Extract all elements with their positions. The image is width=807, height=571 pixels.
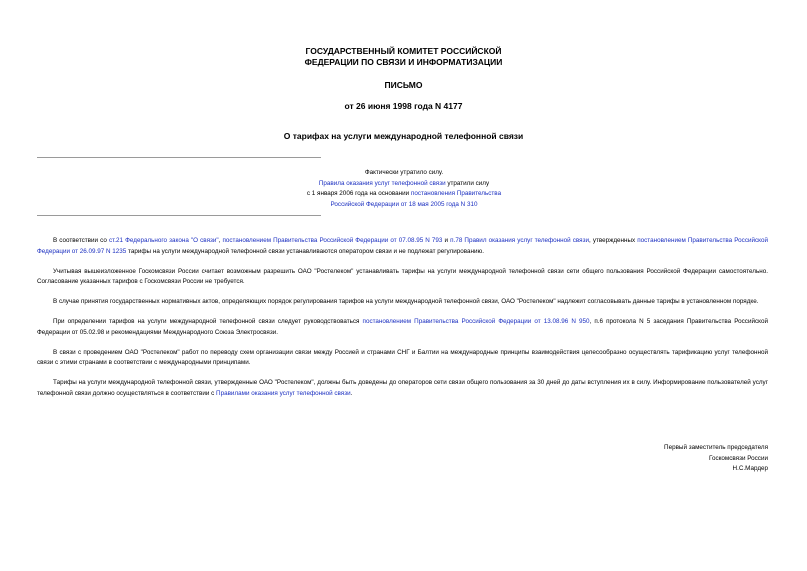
- paragraph-text: , п.6 протокола N 5 заседания Правительства Российской Федерации от 05.02.98 и рекомендациями Международного Союза Электросвязи.: [37, 318, 768, 336]
- link-rules[interactable]: Правил оказания услуг телефонной связи: [464, 237, 589, 244]
- note-text: с 1 января 2006 года на основании: [306, 190, 411, 198]
- paragraph-1: [37, 236, 768, 257]
- link-resolution-1235[interactable]: постановлением Правительства Российской Федерации от 26.09.97 N 1235: [37, 237, 768, 255]
- link-law-article[interactable]: ст.21 Федерального закона "О связи": [108, 237, 219, 244]
- signatory-organization: Госкомсвязи России: [708, 454, 768, 462]
- note-link-resolution[interactable]: постановления Правительства: [410, 190, 502, 198]
- paragraph-text: , утвержденных: [588, 237, 638, 244]
- note-link-resolution-date[interactable]: Российской Федерации от 18 мая 2005 года N 310: [330, 200, 478, 208]
- signatory-name: Н.С.Мардер: [732, 465, 768, 473]
- status-note-line-1: Фактически утратило силу.: [364, 169, 444, 176]
- paragraph-text: и: [442, 237, 451, 244]
- document-body: [37, 236, 768, 409]
- paragraph-text: .: [350, 389, 353, 397]
- note-link-rules[interactable]: Правила оказания услуг телефонной связи: [318, 179, 446, 187]
- paragraph-4: [37, 317, 768, 338]
- signatory-position: Первый заместитель председателя: [664, 444, 768, 451]
- signature-block: [664, 443, 768, 475]
- paragraph-3: В случае принятия государственных нормативных актов, определяющих порядок регулирования тарифов на услуги международной телефонной связи, ОАО "Ростелеком" надлежит согласовывать данные тарифы в установленном порядке.: [53, 298, 759, 305]
- org-line-1: ГОСУДАРСТВЕННЫЙ КОМИТЕТ РОССИЙСКОЙ: [305, 46, 502, 56]
- link-rules-services[interactable]: Правилами оказания услуг телефонной связи: [216, 389, 351, 397]
- link-item-78[interactable]: п.78: [450, 237, 463, 244]
- paragraph-2: Учитывая вышеизложенное Госкомсвязи России считает возможным разрешить ОАО "Ростелеком" устанавливать тарифы на услуги международной телефонной связи сети общего пользования Российской Федерации самостоятельно. Согласование указанных тарифов с Госкомсвязи России не требуется.: [37, 267, 768, 285]
- paragraph-text: тарифы на услуги международной телефонной связи устанавливаются оператором связи и не подлежат регулированию.: [126, 247, 484, 255]
- status-note-line-2: [254, 179, 554, 190]
- link-resolution-950[interactable]: постановлением Правительства Российской Федерации от 13.08.96 N 950: [362, 318, 590, 325]
- note-text: утратили силу: [445, 179, 490, 187]
- paragraph-text: ,: [218, 237, 223, 244]
- paragraph-text: При определении тарифов на услуги международной телефонной связи следует руководствоваться: [53, 318, 363, 325]
- document-title: О тарифах на услуги международной телефонной связи: [283, 131, 524, 141]
- issuing-organization: [0, 46, 807, 68]
- status-note-line-4: [254, 200, 554, 211]
- status-note-line-3: [254, 189, 554, 200]
- status-note: [254, 168, 554, 210]
- document-date: от 26 июня 1998 года N 4177: [344, 101, 463, 111]
- document-type: ПИСЬМО: [384, 80, 423, 90]
- paragraph-text: Тарифы на услуги международной телефонной связи, утвержденные ОАО "Ростелеком", должны быть доведены до операторов сети связи общего пользования за 30 дней до даты вступления их в силу. Информирование пользователей услуг телефонной связи должно осуществляться в соответствии с: [37, 379, 768, 397]
- paragraph-6: [37, 378, 768, 399]
- org-line-2: ФЕДЕРАЦИИ ПО СВЯЗИ И ИНФОРМАТИЗАЦИИ: [304, 57, 503, 67]
- paragraph-text: В соответствии со: [53, 237, 109, 244]
- paragraph-5: В связи с проведением ОАО "Ростелеком" работ по переводу схем организации связи между Россией и странами СНГ и Балтии на международные принципы взаимодействия целесообразно осуществлять тарификацию услуг телефонной связи с этими странами в соответствии с международными принципами.: [37, 348, 768, 366]
- link-resolution-793[interactable]: постановлением Правительства Российской Федерации от 07.08.95 N 793: [222, 237, 443, 244]
- divider-bottom: [37, 215, 321, 216]
- divider-top: [37, 157, 321, 158]
